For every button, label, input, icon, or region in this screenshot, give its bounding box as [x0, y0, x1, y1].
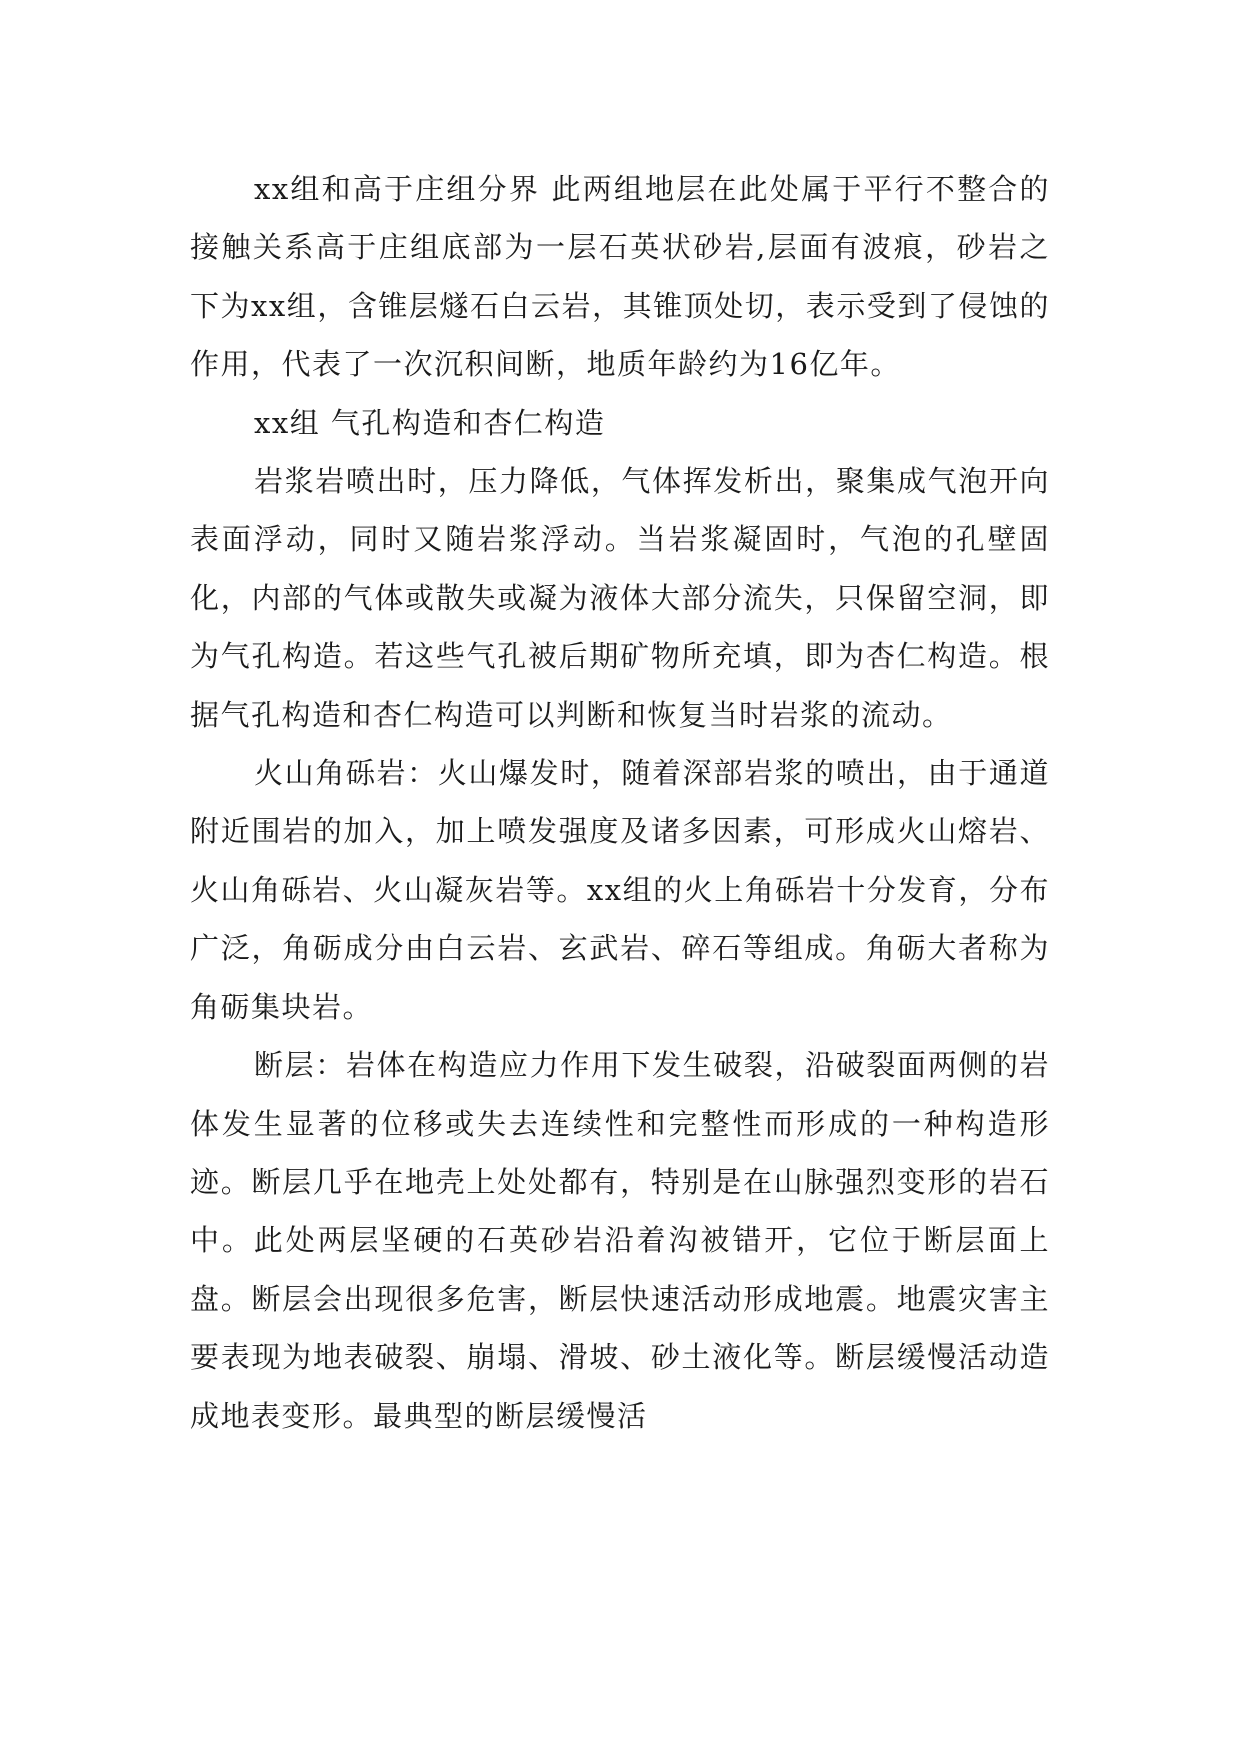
paragraph-heading-vesicular: xx组 气孔构造和杏仁构造	[254, 405, 606, 440]
paragraph-vesicular-structure: 岩浆岩喷出时，压力降低，气体挥发析出，聚集成气泡开向表面浮动，同时又随岩浆浮动。当岩浆凝固时，气泡的孔壁固化，内部的气体或散失或凝为液体大部分流失，只保留空洞，即为气孔构造。若这些气孔被后期矿物所充填，即为杏仁构造。根据气孔构造和杏仁构造可以判断和恢复当时岩浆的流动。	[190, 464, 1050, 732]
document-body	[190, 160, 1050, 1445]
paragraph-fault: 断层：岩体在构造应力作用下发生破裂，沿破裂面两侧的岩体发生显著的位移或失去连续性和完整性而形成的一种构造形迹。断层几乎在地壳上处处都有，特别是在山脉强烈变形的岩石中。此处两层坚硬的石英砂岩沿着沟被错开，它位于断层面上盘。断层会出现很多危害，断层快速活动形成地震。地震灾害主要表现为地表破裂、崩塌、滑坡、砂土液化等。断层缓慢活动造成地表变形。最典型的断层缓慢活	[190, 1048, 1050, 1433]
paragraph-boundary: xx组和高于庄组分界 此两组地层在此处属于平行不整合的接触关系高于庄组底部为一层石英状砂岩,层面有波痕，砂岩之下为xx组，含锥层燧石白云岩，其锥顶处切，表示受到了侵蚀的作用，代表了一次沉积间断，地质年龄约为16亿年。	[190, 172, 1050, 382]
paragraph-volcanic-breccia: 火山角砾岩：火山爆发时，随着深部岩浆的喷出，由于通道附近围岩的加入，加上喷发强度及诸多因素，可形成火山熔岩、火山角砾岩、火山凝灰岩等。xx组的火上角砾岩十分发育，分布广泛，角砺成分由白云岩、玄武岩、碎石等组成。角砺大者称为角砺集块岩。	[190, 756, 1050, 1024]
